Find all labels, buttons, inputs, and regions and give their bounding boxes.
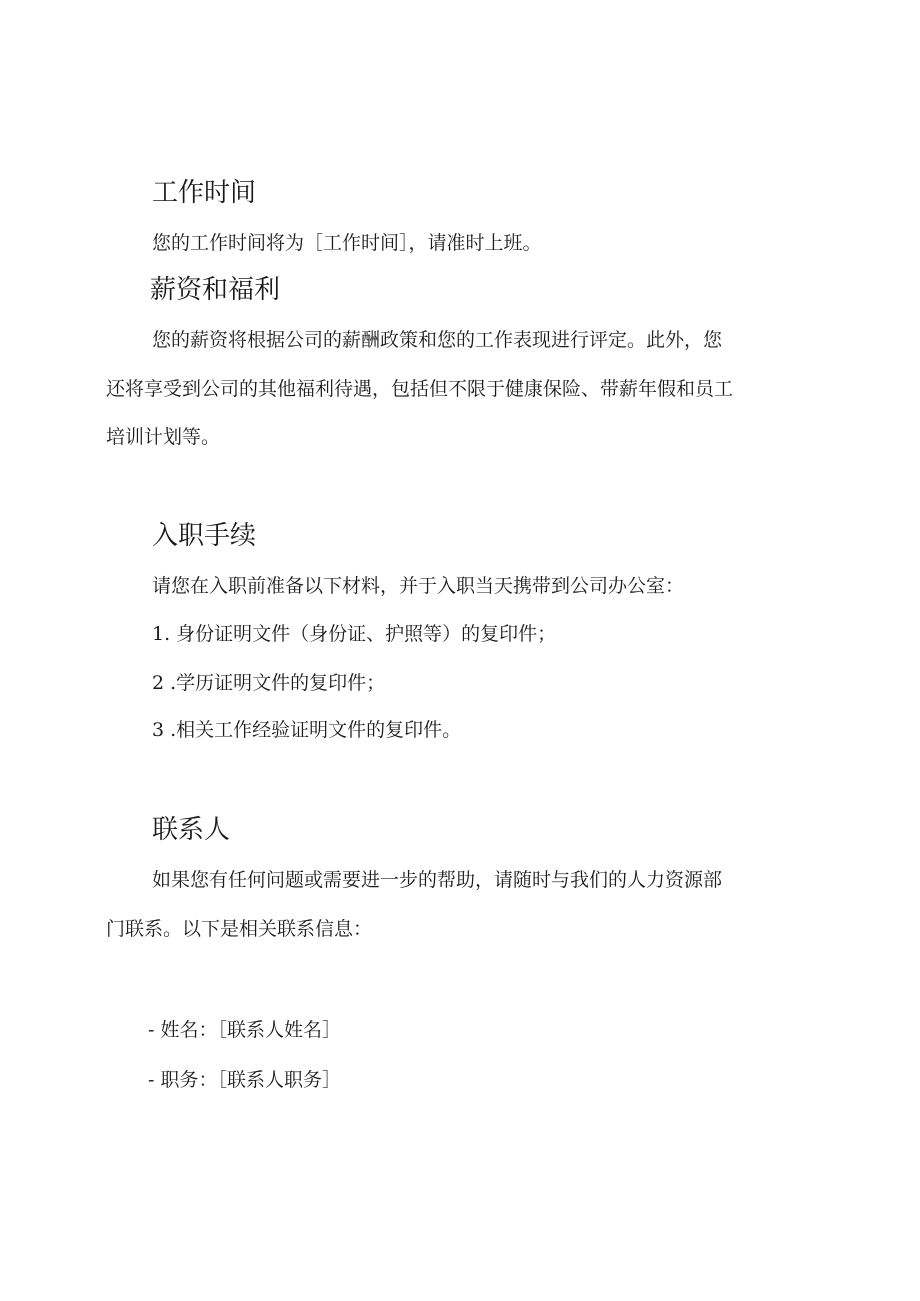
salary-text-line-3: 培训计划等。 <box>106 426 221 448</box>
contact-title-field: - 职务：［联系人职务］ <box>148 1069 341 1091</box>
onboarding-item-3: 3 .相关工作经验证明文件的复印件。 <box>152 719 462 741</box>
salary-text-line-2: 还将享受到公司的其他福利待遇，包括但不限于健康保险、带薪年假和员工 <box>106 378 734 400</box>
contact-text-line-2: 门联系。以下是相关联系信息： <box>106 918 373 940</box>
section-heading-onboarding: 入职手续 <box>152 521 257 551</box>
contact-name-field: - 姓名：［联系人姓名］ <box>148 1019 341 1041</box>
onboarding-item-1: 1. 身份证明文件（身份证、护照等）的复印件； <box>152 623 557 645</box>
onboarding-intro: 请您在入职前准备以下材料，并于入职当天携带到公司办公室： <box>152 575 685 597</box>
work-time-text: 您的工作时间将为［工作时间］，请准时上班。 <box>152 232 542 254</box>
section-heading-work-time: 工作时间 <box>152 178 257 208</box>
contact-text-line-1: 如果您有任何问题或需要进一步的帮助，请随时与我们的人力资源部 <box>152 869 723 891</box>
section-heading-contact: 联系人 <box>152 815 231 845</box>
onboarding-item-2: 2 .学历证明文件的复印件； <box>152 672 386 694</box>
section-heading-salary: 薪资和福利 <box>150 275 281 305</box>
salary-text-line-1: 您的薪资将根据公司的薪酬政策和您的工作表现进行评定。此外，您 <box>152 329 723 351</box>
